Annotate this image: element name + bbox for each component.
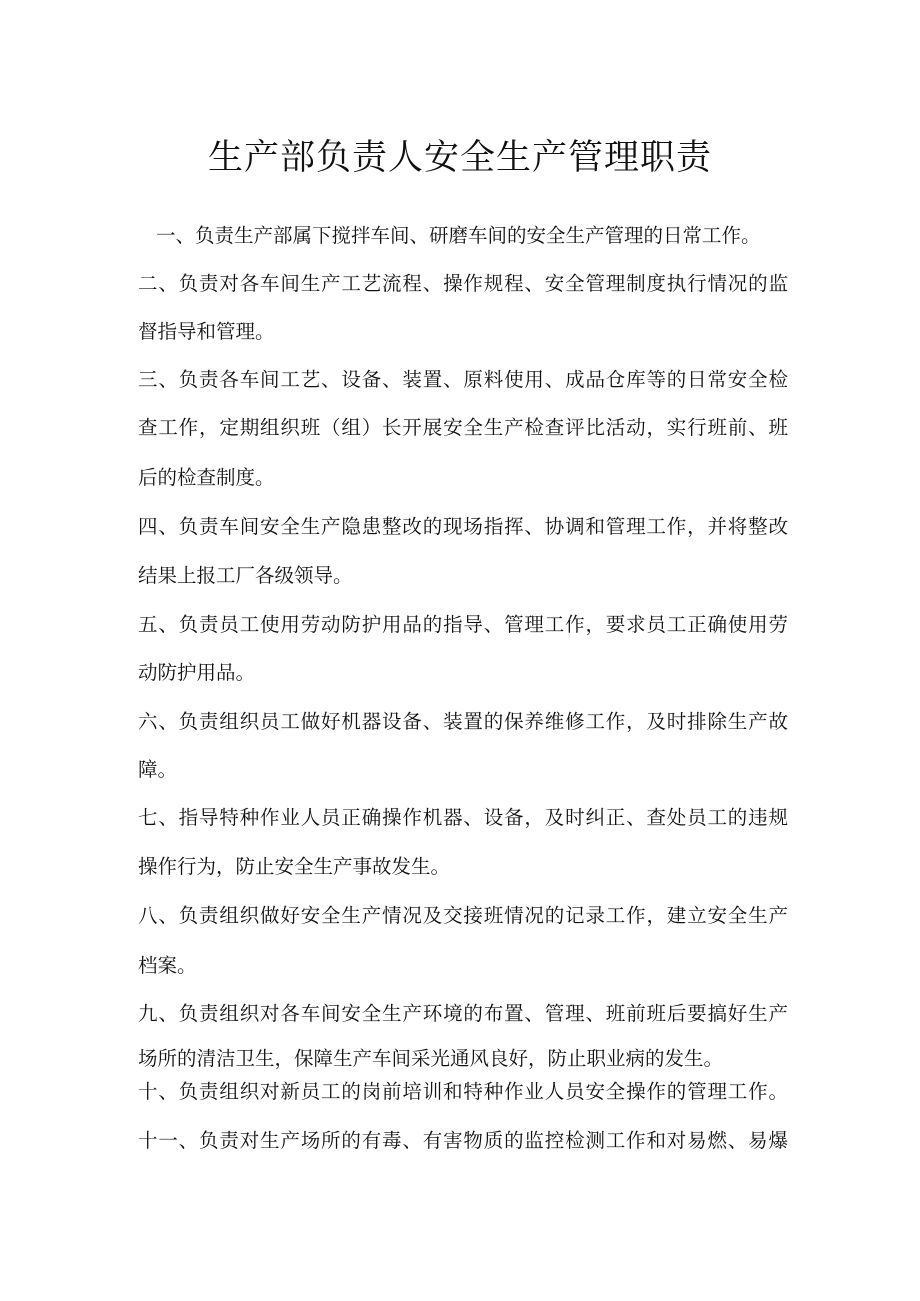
paragraph-line-18: 场所的清洁卫生，保障生产车间采光通风良好，防止职业病的发生。 — [138, 1047, 724, 1070]
paragraph-line-6: 后的检查制度。 — [138, 466, 275, 489]
paragraph-line-16: 档案。 — [138, 954, 197, 977]
paragraph-line-5: 查工作，定期组织班（组）长开展安全生产检查评比活动，实行班前、班 — [138, 416, 788, 439]
paragraph-line-7: 四、负责车间安全生产隐患整改的现场指挥、协调和管理工作，并将整改 — [138, 515, 788, 538]
paragraph-line-20: 十一、负责对生产场所的有毒、有害物质的监控检测工作和对易燃、易爆 — [138, 1129, 788, 1152]
paragraph-line-1: 一、负责生产部属下搅拌车间、研磨车间的安全生产管理的日常工作。 — [156, 224, 761, 247]
paragraph-line-8: 结果上报工厂各级领导。 — [138, 564, 353, 587]
paragraph-line-14: 操作行为，防止安全生产事故发生。 — [138, 855, 451, 878]
document-title: 生产部负责人安全生产管理职责 — [207, 138, 712, 178]
paragraph-line-19: 十、负责组织对新员工的岗前培训和特种作业人员安全操作的管理工作。 — [138, 1080, 788, 1103]
paragraph-line-9: 五、负责员工使用劳动防护用品的指导、管理工作，要求员工正确使用劳 — [138, 613, 788, 636]
paragraph-line-3: 督指导和管理。 — [138, 320, 275, 343]
paragraph-line-2: 二、负责对各车间生产工艺流程、操作规程、安全管理制度执行情况的监 — [138, 272, 788, 295]
paragraph-line-11: 六、负责组织员工做好机器设备、装置的保养维修工作，及时排除生产故 — [138, 710, 788, 733]
paragraph-line-15: 八、负责组织做好安全生产情况及交接班情况的记录工作，建立安全生产 — [138, 904, 788, 927]
paragraph-line-13: 七、指导特种作业人员正确操作机器、设备，及时纠正、查处员工的违规 — [138, 806, 788, 829]
paragraph-line-10: 动防护用品。 — [138, 661, 256, 684]
paragraph-line-4: 三、负责各车间工艺、设备、装置、原料使用、成品仓库等的日常安全检 — [138, 368, 788, 391]
paragraph-line-17: 九、负责组织对各车间安全生产环境的布置、管理、班前班后要搞好生产 — [138, 1002, 788, 1025]
paragraph-line-12: 障。 — [138, 758, 178, 781]
